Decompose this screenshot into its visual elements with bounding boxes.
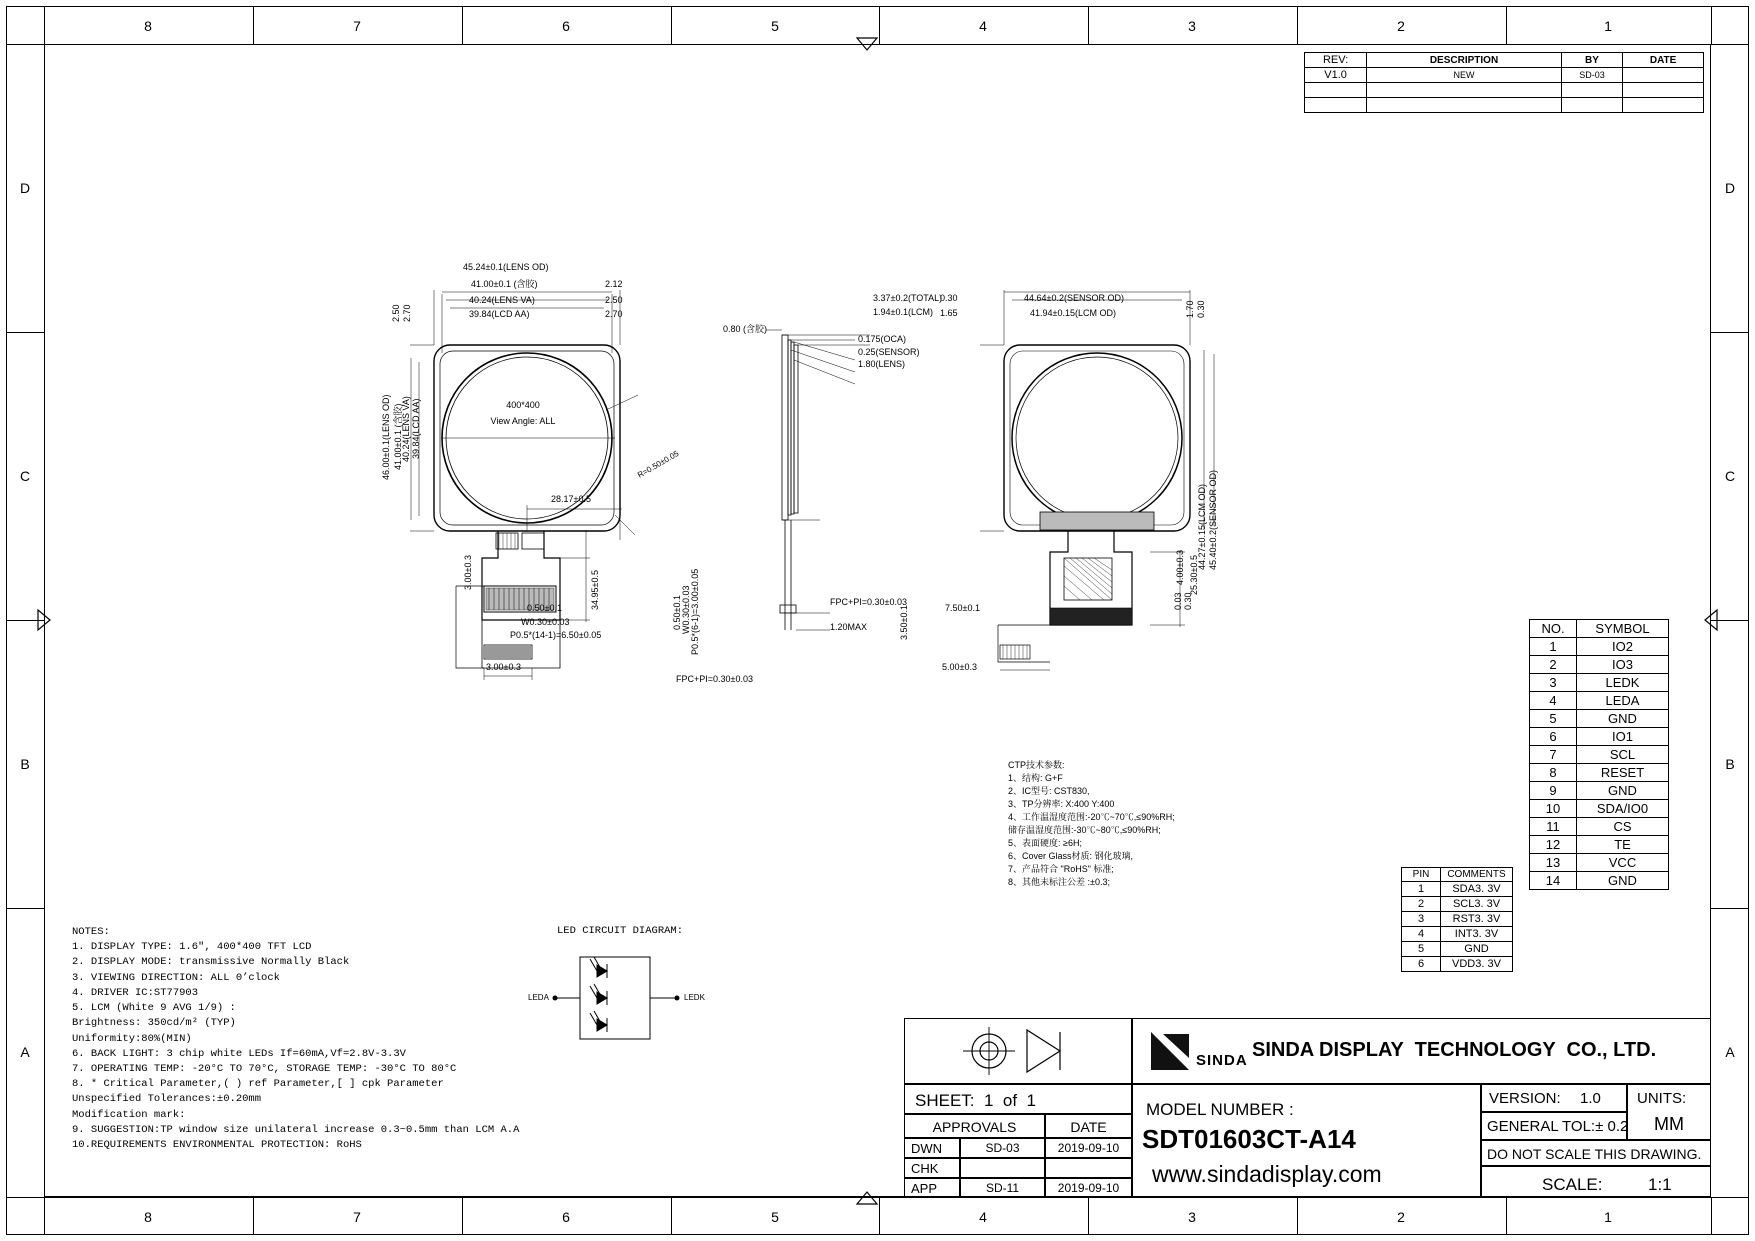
back-dim-165: 1.65 <box>940 308 958 318</box>
zone-divider <box>6 44 44 45</box>
back-dim-sensor-od-v: 45.40±0.2(SENSOR OD) <box>1208 470 1218 570</box>
pin-cell-comment: RST3. 3V <box>1441 912 1513 927</box>
table-row <box>1530 710 1669 728</box>
side-dim-total: 3.37±0.2(TOTAL) <box>873 293 943 303</box>
symbol-cell-symbol: RESET <box>1577 764 1669 782</box>
front-dim-w030: W0.30±0.03 <box>521 617 570 627</box>
notes-title: NOTES: <box>72 926 110 938</box>
pin-cell-comment: SDA3. 3V <box>1441 882 1513 897</box>
rev-cell-rev: V1.0 <box>1305 68 1367 83</box>
back-dim-003: 0.03 <box>1173 592 1183 610</box>
rev-header-rev: REV: <box>1305 53 1367 68</box>
symbol-cell-no: 7 <box>1530 746 1577 764</box>
back-dim-030-right: 0.30 <box>1196 300 1206 318</box>
front-dim-300: 3.00±0.3 <box>463 555 473 590</box>
rev-cell-by <box>1561 83 1622 98</box>
table-row <box>1530 836 1669 854</box>
zone-divider <box>1711 6 1712 44</box>
note-item-5a: Brightness: 350cd/m² (TYP) <box>72 1017 236 1030</box>
symbol-cell-no: 2 <box>1530 656 1577 674</box>
pin-cell-no: 1 <box>1402 882 1441 897</box>
ctp-line-7: 6、Cover Glass材质: 钢化玻璃, <box>1008 851 1134 861</box>
symbol-cell-symbol: VCC <box>1577 854 1669 872</box>
note-item-2: 2. DISPLAY MODE: transmissive Normally Black <box>72 956 350 969</box>
ctp-title: CTP技术参数: <box>1008 760 1065 770</box>
zone-divider <box>6 1197 44 1198</box>
approval-date-app: 2019-09-10 <box>1057 1181 1120 1195</box>
zone-divider <box>6 332 44 333</box>
front-dim-top-right-270: 2.70 <box>605 309 623 319</box>
pin-cell-comment: VDD3. 3V <box>1441 957 1513 972</box>
zone-label-top-6: 6 <box>562 18 570 34</box>
symbol-cell-symbol: SCL <box>1577 746 1669 764</box>
front-dim-p05: P0.5*(6-1)=3.00±0.05 <box>690 568 700 655</box>
center-mark-right <box>1703 608 1719 632</box>
zone-divider <box>671 1197 672 1235</box>
symbol-cell-no: 13 <box>1530 854 1577 872</box>
front-fpc-bottom: FPC+PI=0.30±0.03 <box>676 674 753 684</box>
front-dim-left-lens-va: 40.24(LENS VA) <box>401 396 411 462</box>
symbol-cell-no: 10 <box>1530 800 1577 818</box>
table-row <box>1530 872 1669 890</box>
front-dim-left-lens-od: 46.00±0.1(LENS OD) <box>381 394 391 480</box>
symbol-cell-symbol: GND <box>1577 710 1669 728</box>
front-dim-lens-od: 45.24±0.1(LENS OD) <box>463 262 549 272</box>
front-dim-top-right-250: 2.50 <box>605 295 623 305</box>
zone-divider <box>253 6 254 44</box>
back-dim-400: 4.00±0.3 <box>1175 550 1185 585</box>
center-mark-bottom <box>855 1190 879 1206</box>
zone-divider <box>1711 908 1749 909</box>
pin-cell-no: 2 <box>1402 897 1441 912</box>
symbol-cell-symbol: TE <box>1577 836 1669 854</box>
rev-cell-by <box>1561 98 1622 113</box>
table-row <box>1530 746 1669 764</box>
note-item-5: 5. LCM (White 9 AVG 1/9) : <box>72 1002 236 1015</box>
symbol-cell-symbol: LEDK <box>1577 674 1669 692</box>
front-dim-lcd-aa: 39.84(LCD AA) <box>469 309 530 319</box>
zone-divider <box>6 908 44 909</box>
symbol-cell-no: 11 <box>1530 818 1577 836</box>
zone-divider <box>462 1197 463 1235</box>
back-dim-750: 7.50±0.1 <box>945 603 980 613</box>
table-row <box>1530 728 1669 746</box>
sinda-logo-icon <box>1147 1028 1193 1072</box>
note-item-3: 3. VIEWING DIRECTION: ALL 0’clock <box>72 971 280 984</box>
front-dim-w030b: W0.30±0.03 <box>681 585 691 634</box>
symbol-cell-no: 3 <box>1530 674 1577 692</box>
symbol-cell-no: 6 <box>1530 728 1577 746</box>
website: www.sindadisplay.com <box>1152 1161 1382 1187</box>
zone-label-bottom-3: 3 <box>1188 1209 1196 1225</box>
symbol-cell-no: 14 <box>1530 872 1577 890</box>
ctp-parameters <box>1008 758 1258 888</box>
version-value: 1.0 <box>1580 1090 1601 1107</box>
back-view-drawing <box>980 290 1300 690</box>
symbol-cell-symbol: CS <box>1577 818 1669 836</box>
rev-cell-description <box>1367 83 1562 98</box>
table-row <box>1530 674 1669 692</box>
back-dim-lcm-od: 41.94±0.15(LCM OD) <box>1030 308 1116 318</box>
table-row <box>1402 927 1513 942</box>
note-item-8: 8. * Critical Parameter,( ) ref Parameter,[ ] cpk Parameter <box>72 1078 444 1091</box>
zone-label-bottom-5: 5 <box>771 1209 779 1225</box>
model-number-value: SDT01603CT-A14 <box>1142 1124 1356 1154</box>
table-row <box>1402 912 1513 927</box>
front-dim-top-right-212: 2.12 <box>605 279 623 289</box>
zone-divider <box>1297 6 1298 44</box>
zone-label-right-b: B <box>1725 756 1735 772</box>
rev-cell-description <box>1367 98 1562 113</box>
rev-cell-rev <box>1305 98 1367 113</box>
zone-label-top-8: 8 <box>144 18 152 34</box>
rev-header-description: DESCRIPTION <box>1367 53 1562 68</box>
table-row <box>1530 800 1669 818</box>
note-item-4: 4. DRIVER IC:ST77903 <box>72 986 199 999</box>
back-dim-500: 5.00±0.3 <box>942 662 977 672</box>
zone-label-top-7: 7 <box>353 18 361 34</box>
front-dim-lens-va: 40.24(LENS VA) <box>469 295 535 305</box>
back-dim-350: 3.50±0.1 <box>899 605 909 640</box>
front-dim-050: 0.50±0.1 <box>527 603 562 613</box>
back-dim-lcm-od-v: 44.27±0.15(LCM OD) <box>1197 484 1207 570</box>
front-dim-050b: 0.50±0.1 <box>672 595 682 630</box>
table-row <box>1530 656 1669 674</box>
zone-divider <box>1711 332 1749 333</box>
front-dim-top-left-250: 2.50 <box>391 304 401 322</box>
pin-table <box>1401 867 1513 972</box>
zone-label-bottom-6: 6 <box>562 1209 570 1225</box>
scale-value: 1:1 <box>1648 1175 1672 1194</box>
note-item-10: 10.REQUIREMENTS ENVIRONMENTAL PROTECTION: RoHS <box>72 1139 362 1152</box>
zone-label-left-a: A <box>20 1044 30 1060</box>
model-number-label: MODEL NUMBER : <box>1146 1100 1294 1119</box>
table-row <box>1530 764 1669 782</box>
zone-label-bottom-4: 4 <box>979 1209 987 1225</box>
revision-table <box>1304 52 1704 113</box>
zone-divider <box>1711 44 1749 45</box>
approval-role-chk: CHK <box>911 1161 939 1176</box>
zone-label-bottom-2: 2 <box>1397 1209 1405 1225</box>
first-angle-projection-icon <box>955 1024 1085 1078</box>
zone-label-bottom-7: 7 <box>353 1209 361 1225</box>
zone-divider <box>1506 6 1507 44</box>
zone-divider <box>44 1197 45 1235</box>
symbol-cell-symbol: IO1 <box>1577 728 1669 746</box>
sheet-label: SHEET: 1 of 1 <box>915 1091 1036 1110</box>
ctp-line-6: 5、表面硬度: ≥6H; <box>1008 838 1082 848</box>
zone-divider <box>671 6 672 44</box>
company-name: SINDA DISPLAY TECHNOLOGY CO., LTD. <box>1252 1039 1657 1061</box>
pin-cell-no: 3 <box>1402 912 1441 927</box>
date-label: DATE <box>1070 1119 1107 1135</box>
pin-cell-no: 4 <box>1402 927 1441 942</box>
approval-role-app: APP <box>911 1181 938 1196</box>
table-row <box>1402 882 1513 897</box>
zone-label-right-c: C <box>1724 468 1736 484</box>
symbol-cell-no: 4 <box>1530 692 1577 710</box>
front-dim-3495: 34.95±0.5 <box>590 570 600 610</box>
front-dim-bottom-300: 3.00±0.3 <box>486 662 521 672</box>
note-item-1: 1. DISPLAY TYPE: 1.6″, 400*400 TFT LCD <box>72 941 312 954</box>
scale-label: SCALE: <box>1542 1175 1603 1194</box>
table-row <box>1530 782 1669 800</box>
units-value: MM <box>1654 1114 1684 1134</box>
note-item-9: 9. SUGGESTION:TP window size unilateral increase 0.3~0.5mm than LCM A.A <box>72 1123 520 1136</box>
version-label: VERSION: <box>1489 1090 1561 1107</box>
table-row <box>1530 692 1669 710</box>
front-center-resolution: 400*400 <box>506 400 540 410</box>
symbol-cell-no: 9 <box>1530 782 1577 800</box>
front-dim-left-lcd-aa: 39.84(LCD AA) <box>411 398 421 459</box>
pin-header-pin: PIN <box>1402 868 1441 882</box>
front-dim-left-glue: 41.00±0.1 (含胶) <box>393 403 403 470</box>
front-dim-top-left-270: 2.70 <box>402 304 412 322</box>
table-row <box>1530 854 1669 872</box>
zone-divider <box>44 6 45 44</box>
zone-label-right-a: A <box>1725 1044 1735 1060</box>
ctp-line-3: 3、TP分辨率: X:400 Y:400 <box>1008 799 1115 809</box>
rev-cell-description: NEW <box>1367 68 1562 83</box>
symbol-cell-no: 5 <box>1530 710 1577 728</box>
zone-divider <box>1711 1197 1712 1235</box>
symbol-table <box>1529 619 1669 890</box>
back-dim-2530: 25.30±0.5 <box>1189 555 1199 595</box>
symbol-cell-symbol: IO3 <box>1577 656 1669 674</box>
front-dim-28: 28.17±0.5 <box>551 494 591 504</box>
approval-name-app: SD-11 <box>985 1181 1020 1195</box>
rev-cell-date <box>1623 68 1704 83</box>
back-dim-030-b: 0.30 <box>1183 592 1193 610</box>
symbol-cell-symbol: GND <box>1577 782 1669 800</box>
symbol-cell-symbol: GND <box>1577 872 1669 890</box>
symbol-header-no: NO. <box>1530 620 1577 638</box>
ctp-line-4: 4、工作温湿度范围:-20℃~70℃,≤90%RH; <box>1008 812 1175 822</box>
rev-header-date: DATE <box>1623 53 1704 68</box>
zone-divider <box>1711 1197 1749 1198</box>
symbol-cell-symbol: SDA/IO0 <box>1577 800 1669 818</box>
pin-cell-comment: GND <box>1441 942 1513 957</box>
zone-label-left-d: D <box>19 180 31 196</box>
rev-header-by: BY <box>1561 53 1622 68</box>
zone-divider <box>1088 1197 1089 1235</box>
zone-label-bottom-1: 1 <box>1604 1209 1612 1225</box>
symbol-cell-symbol: LEDA <box>1577 692 1669 710</box>
zone-divider <box>879 1197 880 1235</box>
zone-label-left-c: C <box>19 468 31 484</box>
zone-label-bottom-8: 8 <box>144 1209 152 1225</box>
approval-date-dwn: 2019-09-10 <box>1057 1141 1120 1155</box>
led-label-ledk: LEDK <box>684 993 705 1002</box>
back-dim-170: 1.70 <box>1185 300 1195 318</box>
table-row <box>1305 98 1704 113</box>
zone-divider <box>1088 6 1089 44</box>
side-fpc: FPC+PI=0.30±0.03 <box>830 597 907 607</box>
zone-divider <box>1506 1197 1507 1235</box>
note-item-5b: Uniformity:80%(MIN) <box>72 1032 192 1045</box>
zone-label-top-2: 2 <box>1397 18 1405 34</box>
ctp-line-1: 1、结构: G+F <box>1008 773 1063 783</box>
back-dim-sensor-od: 44.64±0.2(SENSOR OD) <box>1024 293 1124 303</box>
side-dim-lcm: 1.94±0.1(LCM) <box>873 307 933 317</box>
zone-divider <box>253 1197 254 1235</box>
led-circuit-title: LED CIRCUIT DIAGRAM: <box>557 925 684 937</box>
note-item-8a: Unspecified Tolerances:±0.20mm <box>72 1093 262 1106</box>
pin-cell-comment: SCL3. 3V <box>1441 897 1513 912</box>
symbol-header-symbol: SYMBOL <box>1577 620 1669 638</box>
zone-label-top-4: 4 <box>979 18 987 34</box>
symbol-cell-no: 1 <box>1530 638 1577 656</box>
front-dim-pitch: P0.5*(14-1)=6.50±0.05 <box>510 630 602 640</box>
table-row <box>1530 818 1669 836</box>
center-mark-left <box>36 608 52 632</box>
table-row <box>1402 957 1513 972</box>
zone-label-top-5: 5 <box>771 18 779 34</box>
table-row <box>1402 942 1513 957</box>
approval-row-chk-name <box>960 1158 1045 1178</box>
note-item-7: 7. OPERATING TEMP: -20°C TO 70°C, STORAGE TEMP: -30°C TO 80°C <box>72 1062 457 1075</box>
ctp-line-2: 2、IC型号: CST830, <box>1008 786 1090 796</box>
no-scale-note: DO NOT SCALE THIS DRAWING. <box>1487 1146 1702 1162</box>
front-dim-glue: 41.00±0.1 (含胶) <box>471 279 538 289</box>
rev-cell-by: SD-03 <box>1561 68 1622 83</box>
zone-label-right-d: D <box>1724 180 1736 196</box>
table-row <box>1305 68 1704 83</box>
company-logo-text: SINDA <box>1196 1052 1248 1069</box>
front-note-radius: R=0.50±0.05 <box>636 449 681 480</box>
zone-divider <box>462 6 463 44</box>
table-row <box>1530 638 1669 656</box>
zone-divider <box>1297 1197 1298 1235</box>
approval-row-chk-date <box>1045 1158 1132 1178</box>
rev-cell-rev <box>1305 83 1367 98</box>
pin-cell-no: 5 <box>1402 942 1441 957</box>
side-layer-oca: 0.175(OCA) <box>858 334 907 344</box>
led-label-leda: LEDA <box>528 993 549 1002</box>
approvals-label: APPROVALS <box>932 1119 1017 1135</box>
rev-cell-date <box>1623 98 1704 113</box>
zone-label-left-b: B <box>20 756 30 772</box>
note-item-6: 6. BACK LIGHT: 3 chip white LEDs If=60mA,Vf=2.8V-3.3V <box>72 1047 406 1060</box>
approval-name-dwn: SD-03 <box>985 1141 1020 1155</box>
front-center-view-angle: View Angle: ALL <box>490 416 556 426</box>
zone-label-top-1: 1 <box>1604 18 1612 34</box>
pin-cell-comment: INT3. 3V <box>1441 927 1513 942</box>
rev-cell-date <box>1623 83 1704 98</box>
zone-label-top-3: 3 <box>1188 18 1196 34</box>
ctp-line-5: 储存温湿度范围:-30℃~80℃,≤90%RH; <box>1008 825 1161 835</box>
symbol-cell-no: 12 <box>1530 836 1577 854</box>
approval-role-dwn: DWN <box>911 1141 943 1156</box>
table-row <box>1402 897 1513 912</box>
center-mark-top <box>855 36 879 52</box>
table-row <box>1305 83 1704 98</box>
ctp-line-9: 8、其他未标注公差 :±0.3; <box>1008 877 1110 887</box>
tolerance-label: GENERAL TOL:± 0.2 <box>1487 1118 1629 1135</box>
ctp-line-8: 7、产品符合 "RoHS" 标准; <box>1008 864 1114 874</box>
symbol-cell-symbol: IO2 <box>1577 638 1669 656</box>
side-dim-080: 0.80 (含胶) <box>723 324 768 334</box>
pin-header-comments: COMMENTS <box>1441 868 1513 882</box>
back-dim-030: 0.30 <box>940 293 958 303</box>
zone-divider <box>879 6 880 44</box>
side-max: 1.20MAX <box>830 622 868 632</box>
note-item-8b: Modification mark: <box>72 1108 186 1121</box>
side-layer-lens: 1.80(LENS) <box>858 359 906 369</box>
pin-cell-no: 6 <box>1402 957 1441 972</box>
symbol-cell-no: 8 <box>1530 764 1577 782</box>
side-layer-sensor: 0.25(SENSOR) <box>858 347 920 357</box>
units-label: UNITS: <box>1637 1090 1687 1107</box>
